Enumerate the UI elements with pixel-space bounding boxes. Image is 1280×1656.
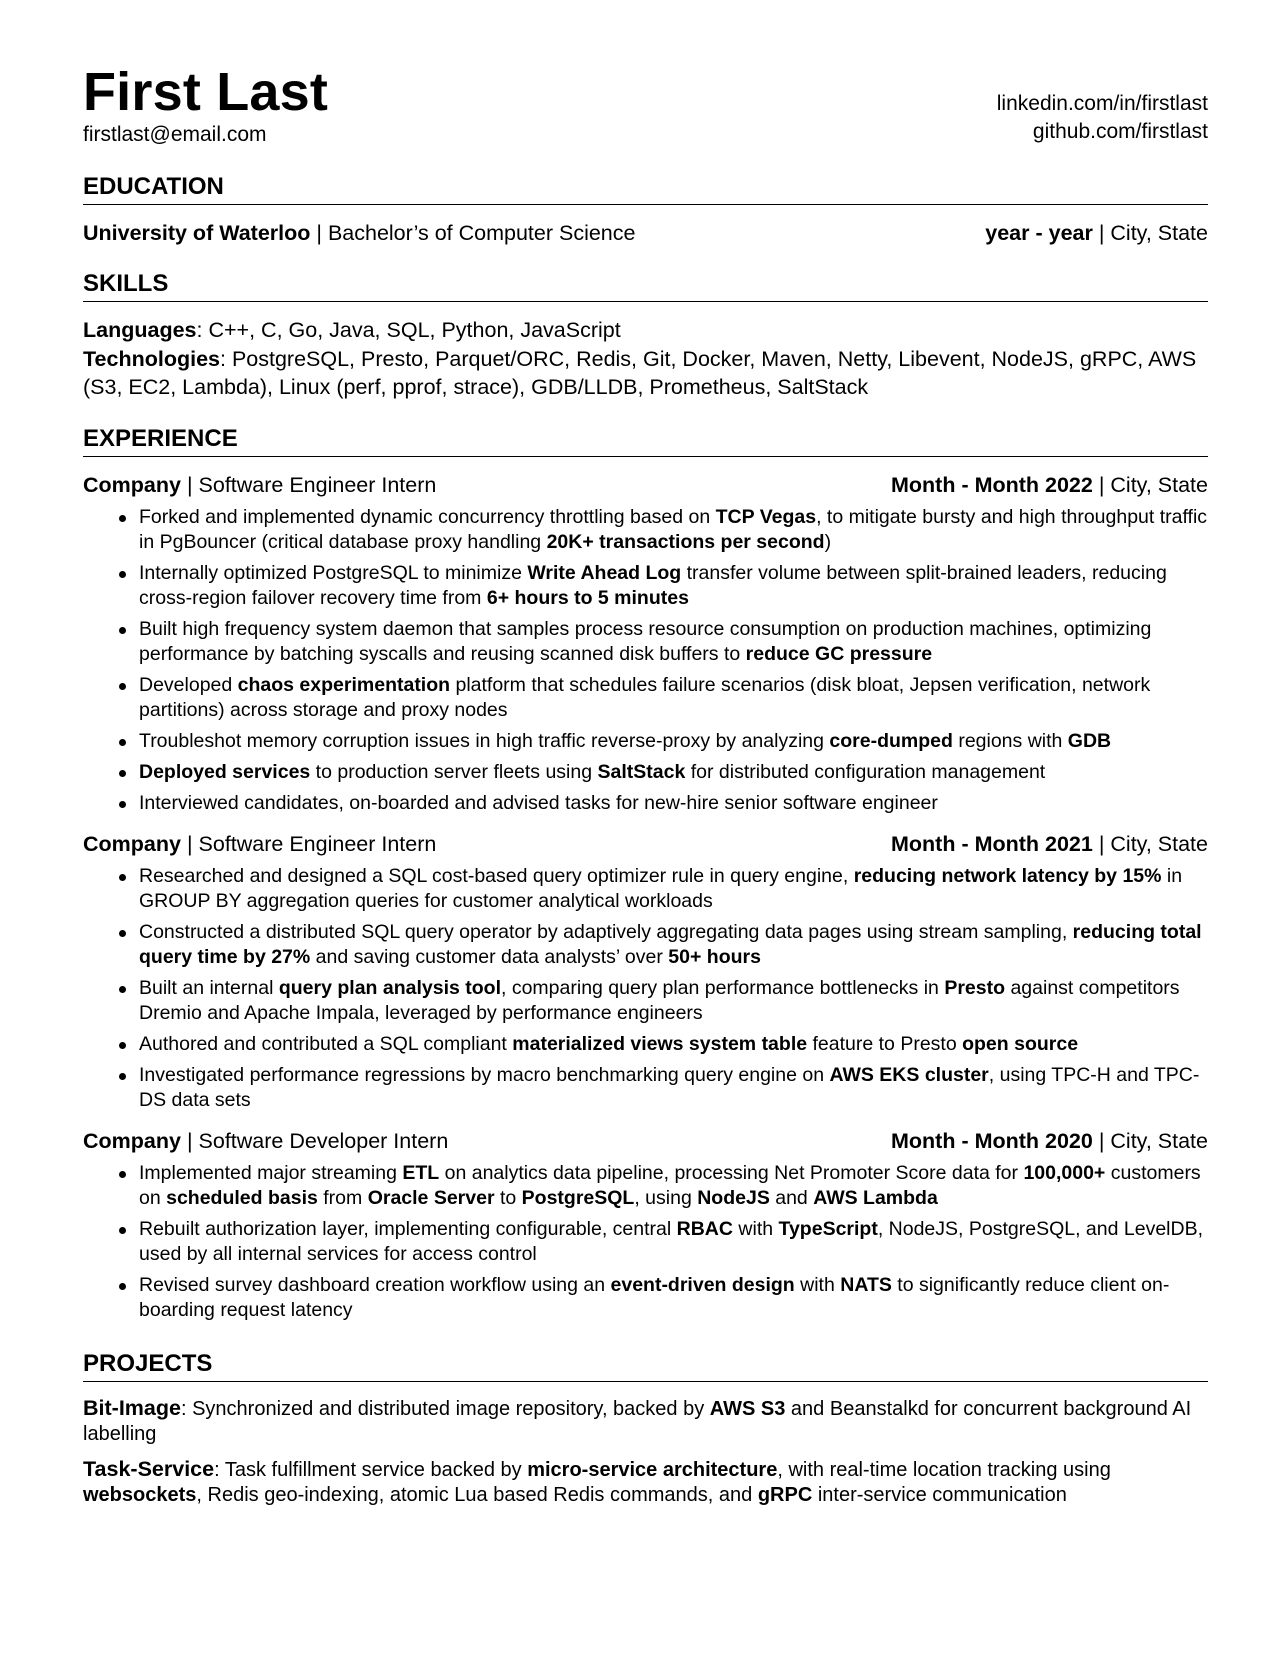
jobs-list — [83, 471, 1208, 1323]
bold-text: gRPC — [757, 1483, 813, 1506]
bold-text: Presto — [944, 976, 1006, 999]
text: platform that schedules failure scenarios (disk bloat, Jepsen verification, network partitions) across storage and proxy nodes — [139, 673, 1151, 721]
text: regions with — [952, 729, 1068, 752]
text: customers on — [139, 1161, 1201, 1209]
job-role: Software Engineer Intern — [198, 472, 437, 497]
text: Troubleshot memory corruption issues in high traffic reverse-proxy by analyzing — [139, 729, 830, 752]
text: to significantly reduce client on-boarding request latency — [139, 1273, 1170, 1321]
job-entry — [83, 1127, 1208, 1323]
text: , comparing query plan performance bottlenecks in — [501, 976, 945, 999]
education-years: year - year — [985, 221, 1093, 245]
languages-list: C++, C, Go, Java, SQL, Python, JavaScript — [208, 318, 621, 342]
text: , Redis geo-indexing, atomic Lua based Redis commands, and — [196, 1483, 758, 1506]
text: Implemented major streaming — [139, 1161, 403, 1184]
technologies-list: PostgreSQL, Presto, Parquet/ORC, Redis, Git, Docker, Maven, Netty, Libevent, NodeJS, gRPC, AWS (S3, EC2, Lambda), Linux (perf, pprof, strace), GDB/LLDB, Prometheus, SaltStack — [83, 346, 1197, 399]
text: Constructed a distributed SQL query operator by adaptively aggregating data pages using stream sampling, — [139, 920, 1073, 943]
bold-text: Oracle Server — [367, 1186, 495, 1209]
job-right: Month - Month 2020 | City, State — [891, 1128, 1208, 1153]
degree-name: Bachelor’s of Computer Science — [327, 221, 636, 245]
projects-section — [83, 1349, 1208, 1508]
bold-text: Write Ahead Log — [527, 561, 682, 584]
linkedin-link: linkedin.com/in/firstlast — [996, 92, 1208, 115]
bullet-item — [139, 791, 1208, 816]
bold-text: AWS Lambda — [813, 1186, 938, 1209]
bold-text: ETL — [402, 1161, 440, 1184]
email-address: firstlast@email.com — [83, 123, 267, 146]
bold-text: materialized views system table — [512, 1032, 808, 1055]
bold-text: 20K+ transactions per second — [546, 530, 825, 553]
text: for distributed configuration management — [685, 760, 1046, 783]
bold-text: core-dumped — [829, 729, 953, 752]
resume-header — [83, 62, 1208, 172]
technologies-label: Technologies — [83, 346, 220, 371]
text: and saving customer data analysts’ over — [310, 945, 669, 968]
job-dates: Month - Month 2021 — [891, 831, 1093, 856]
text: Task fulfillment service backed by — [224, 1458, 528, 1481]
text: Interviewed candidates, on-boarded and advised tasks for new-hire senior software engineer — [139, 791, 938, 814]
bullet-item — [139, 561, 1208, 611]
text: with — [794, 1273, 841, 1296]
text: and — [769, 1186, 814, 1209]
text: to — [494, 1186, 522, 1209]
bullet-item — [139, 920, 1208, 970]
education-left: University of Waterloo | Bachelor’s of Computer Science — [83, 221, 636, 245]
text: Synchronized and distributed image repository, backed by — [192, 1397, 710, 1420]
bold-text: micro-service architecture — [527, 1458, 778, 1481]
project-name: Task-Service — [83, 1456, 215, 1481]
projects-list — [83, 1396, 1208, 1508]
bullet-list — [83, 1161, 1208, 1323]
text: against competitors Dremio and Apache Impala, leveraged by performance engineers — [139, 976, 1180, 1024]
bold-text: 100,000+ — [1023, 1161, 1106, 1184]
text: Authored and contributed a SQL compliant — [139, 1032, 513, 1055]
project-entry: Bit-Image: Synchronized and distributed image repository, backed by AWS S3 and Beanstalkd for concurrent background AI labelling — [83, 1395, 1192, 1445]
bold-text: reducing total query time by 27% — [139, 920, 1202, 968]
job-location: City, State — [1110, 472, 1208, 497]
bold-text: TCP Vegas — [715, 505, 817, 528]
project-entry: Task-Service: Task fulfillment service backed by micro-service architecture, with real-time location tracking using websockets, Redis geo-indexing, atomic Lua based Redis commands, and gRPC inter-service communication — [83, 1456, 1111, 1506]
text: , NodeJS, PostgreSQL, and LevelDB, used by all internal services for access control — [139, 1217, 1204, 1265]
experience-section — [83, 424, 1208, 1323]
company-name: Company — [83, 831, 181, 856]
job-dates: Month - Month 2022 — [891, 472, 1093, 497]
job-role: Software Developer Intern — [198, 1128, 449, 1153]
skills-section — [83, 269, 1208, 402]
bold-text: GDB — [1067, 729, 1112, 752]
job-location: City, State — [1110, 831, 1208, 856]
bold-text: AWS EKS cluster — [829, 1063, 989, 1086]
text: transfer volume between split-brained leaders, reducing cross-region failover recovery time from — [139, 561, 1167, 609]
text: on analytics data pipeline, processing Net Promoter Score data for — [439, 1161, 1024, 1184]
bold-text: SaltStack — [597, 760, 686, 783]
job-right: Month - Month 2022 | City, State — [891, 472, 1208, 497]
skills-body — [83, 316, 1208, 402]
bold-text: NATS — [840, 1273, 892, 1296]
text: Investigated performance regressions by macro benchmarking query engine on — [139, 1063, 830, 1086]
text: feature to Presto — [807, 1032, 963, 1055]
technologies-line: Technologies: PostgreSQL, Presto, Parquet/ORC, Redis, Git, Docker, Maven, Netty, Libevent, NodeJS, gRPC, AWS (S3, EC2, Lambda), Linux (perf, pprof, strace), GDB/LLDB, Prometheus, SaltStack — [83, 346, 1197, 399]
education-location: City, State — [1110, 221, 1208, 245]
school-name: University of Waterloo — [83, 221, 311, 245]
job-location: City, State — [1110, 1128, 1208, 1153]
bold-text: RBAC — [676, 1217, 733, 1240]
bullet-item — [139, 673, 1208, 723]
job-right: Month - Month 2021 | City, State — [891, 831, 1208, 856]
bold-text: scheduled basis — [166, 1186, 318, 1209]
job-entry — [83, 830, 1208, 1113]
github-link: github.com/firstlast — [1032, 120, 1208, 143]
company-name: Company — [83, 472, 181, 497]
text: from — [317, 1186, 368, 1209]
bold-text: reduce GC pressure — [745, 642, 933, 665]
job-header — [83, 1127, 1208, 1155]
project-name: Bit-Image — [83, 1395, 181, 1420]
bullet-item — [139, 505, 1208, 555]
bullet-list — [83, 505, 1208, 816]
job-role: Software Engineer Intern — [198, 831, 437, 856]
text: , using TPC-H and TPC-DS data sets — [139, 1063, 1200, 1111]
bullet-item — [139, 864, 1208, 914]
bold-text: open source — [962, 1032, 1079, 1055]
text: Forked and implemented dynamic concurrency throttling based on — [139, 505, 716, 528]
bold-text: PostgreSQL — [521, 1186, 635, 1209]
education-section — [83, 172, 1208, 247]
text: ) — [824, 530, 832, 553]
bullet-item — [139, 729, 1208, 754]
education-row — [83, 219, 1208, 247]
text: Researched and designed a SQL cost-based query optimizer rule in query engine, — [139, 864, 854, 887]
bullet-item — [139, 1217, 1208, 1267]
education-heading: EDUCATION — [83, 172, 1208, 205]
bullet-list — [83, 864, 1208, 1113]
company-name: Company — [83, 1128, 181, 1153]
bold-text: 50+ hours — [668, 945, 761, 968]
bold-text: websockets — [83, 1483, 197, 1506]
candidate-name: First Last — [83, 62, 329, 122]
job-header — [83, 471, 1208, 499]
text: Built an internal — [139, 976, 279, 999]
bold-text: reducing network latency by 15% — [853, 864, 1162, 887]
text: , to mitigate bursty and high throughput traffic in PgBouncer (critical database proxy handling — [139, 505, 1208, 553]
text: Developed — [139, 673, 238, 696]
languages-label: Languages — [83, 318, 197, 342]
bold-text: 6+ hours to 5 minutes — [486, 586, 689, 609]
job-left: Company | Software Engineer Intern — [83, 831, 437, 856]
bullet-item — [139, 617, 1208, 667]
languages-line: Languages: C++, C, Go, Java, SQL, Python, JavaScript — [83, 318, 621, 342]
bullet-item — [139, 760, 1208, 785]
job-entry — [83, 471, 1208, 816]
job-left: Company | Software Developer Intern — [83, 1128, 449, 1153]
bullet-item — [139, 1273, 1208, 1323]
education-right: year - year | City, State — [985, 221, 1208, 245]
bold-text: chaos experimentation — [237, 673, 451, 696]
text: with — [732, 1217, 779, 1240]
job-left: Company | Software Engineer Intern — [83, 472, 437, 497]
job-dates: Month - Month 2020 — [891, 1128, 1093, 1153]
bold-text: TypeScript — [778, 1217, 878, 1240]
bullet-item — [139, 1063, 1208, 1113]
bold-text: query plan analysis tool — [278, 976, 501, 999]
skills-heading: SKILLS — [83, 269, 1208, 302]
text: in GROUP BY aggregation queries for customer analytical workloads — [139, 864, 1183, 912]
bold-text: NodeJS — [697, 1186, 770, 1209]
job-header — [83, 830, 1208, 858]
bullet-item — [139, 1161, 1208, 1211]
text: , using — [634, 1186, 698, 1209]
text: and Beanstalkd for concurrent background AI labelling — [83, 1397, 1192, 1445]
projects-heading: PROJECTS — [83, 1349, 1208, 1382]
bold-text: AWS S3 — [709, 1397, 786, 1420]
bold-text: Deployed services — [139, 760, 311, 783]
bold-text: event-driven design — [610, 1273, 795, 1296]
bullet-item — [139, 1032, 1208, 1057]
text: , with real-time location tracking using — [777, 1458, 1111, 1481]
experience-heading: EXPERIENCE — [83, 424, 1208, 457]
bullet-item — [139, 976, 1208, 1026]
text: Rebuilt authorization layer, implementing configurable, central — [139, 1217, 677, 1240]
text: to production server fleets using — [310, 760, 598, 783]
text: Revised survey dashboard creation workflow using an — [139, 1273, 611, 1296]
contact-links — [997, 90, 1208, 146]
text: inter-service communication — [812, 1483, 1067, 1506]
text: Internally optimized PostgreSQL to minimize — [139, 561, 528, 584]
text: Built high frequency system daemon that samples process resource consumption on production machines, optimizing performance by batching syscalls and reusing scanned disk buffers to — [139, 617, 1152, 665]
